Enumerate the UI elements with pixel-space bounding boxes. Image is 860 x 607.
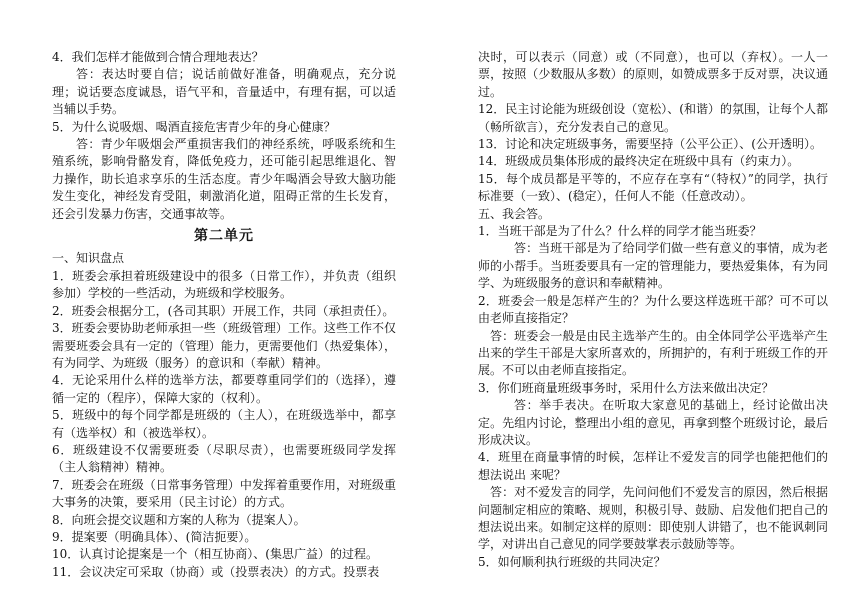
left-column [52,49,396,581]
list-item: 2．班委会根据分工，(各司其职）开展工作，共同（承担责任）。 [52,303,395,318]
list-item: 10．认真讨论提案是一个（相互协商）、(集思广益）的过程。 [52,547,378,562]
list-item: 6．班级建设不仅需要班委（尽职尽责），也需要班级同学发挥（主人翁精神）精神。 [52,442,396,475]
list-item: 15．每个成员都是平等的，不应存在享有“（特权）”的同学，执行标准要（一致）、(稳定），任何人不能（任意改动）。 [478,171,828,204]
list-item: 4．无论采用什么样的选举方法，都要尊重同学们的（选择），遵循一定的（程序），保障大家的（权利）。 [52,373,396,405]
list-item: 5．班级中的每个同学都是班级的（主人），在班级选举中，都享有（选举权）和（被选举权）。 [52,408,396,440]
question-text: 4．我们怎样才能做到合情合理地表达？ [52,50,264,64]
list-item: 3．班委会要协助老师承担一些（班级管理）工作。这些工作不仅需要班委会具有一定的（管理）能力，更需要他们（热爱集体），有为同学、为班级（服务）的意识和（奉献）精神。 [52,321,396,370]
question-text: 2．班委会一般是怎样产生的？为什么要这样选班干部？可不可以由老师直接指定？ [478,293,828,326]
list-item: 1．班委会承担着班级建设中的很多（日常工作），并负责（组织参加）学校的一些活动，为班级和学校服务。 [52,268,396,301]
list-item: 7．班委会在班级（日常事务管理）中发挥着重要作用，对班级重大事务的决策，要采用（民主讨论）的方式。 [52,477,396,510]
question-text: 5．如何顺利执行班级的共同决定？ [478,554,666,569]
answer-text: 答：表达时要自信；说话前做好准备，明确观点，充分说理；说话要态度诚恳，语气平和，音量适中，有理有据，可以适当辅以手势。 [52,67,396,117]
unit-heading: 第二单元 [194,228,254,245]
continued-text: 决时，可以表示（同意）或（不同意），也可以（弃权）。一人一票，按照（少数服从多数）的原则，如赞成票多于反对票，决议通过。 [478,50,828,99]
question-text: 4．班里在商量事情的时候，怎样让不爱发言的同学也能把他们的想法说出 来呢？ [478,450,828,482]
answer-text: 答：班委会一般是由民主选举产生的。由全体同学公平选举产生出来的学生干部是大家所喜欢的，所拥护的，有利于班级工作的开展。不可以由老师直接指定。 [478,328,828,378]
section-title: 五、我会答。 [478,206,551,221]
section-title: 一、知识盘点 [52,251,125,266]
list-item: 11．会议决定可采取（协商）或（投票表决）的方式。投票表 [52,564,380,579]
question-text: 3．你们班商量班级事务时，采用什么方法来做出决定？ [478,380,774,395]
list-item: 14．班级成员集体形成的最终决定在班级中具有（约束力）。 [478,154,800,169]
list-item: 12．民主讨论能为班级创设（宽松）、(和谐）的氛围，让每个人都（畅所欲言），充分发表自己的意见。 [478,102,828,134]
list-item: 9．提案要（明确具体）、(简洁扼要）。 [52,529,257,544]
answer-text: 答：对不爱发言的同学，先问问他们不爱发言的原因，然后根据问题制定相应的策略、规则，积极引导、鼓励、启发他们把自己的想法说出来。如制定这样的原则：即使别人讲错了，也不能讽刺同学，对讲出自己意见的同学要鼓掌表示鼓励等等。 [478,485,828,552]
answer-text: 答：举手表决。在听取大家意见的基础上，经讨论做出决定。先组内讨论，整理出小组的意见，再拿到整个班级讨论，最后形成决议。 [478,398,828,447]
answer-text: 答：当班干部是为了给同学们做一些有意义的事情，成为老师的小帮手。当班委要具有一定的管理能力，要热爱集体，有为同学、为班级服务的意识和奉献精神。 [478,241,828,291]
list-item: 8．向班会提交议题和方案的人称为（提案人）。 [52,512,306,527]
question-text: 5．为什么说吸烟、喝酒直接危害青少年的身心健康？ [52,119,336,134]
question-text: 1．当班干部是为了什么？什么样的同学才能当班委？ [478,224,762,239]
right-column [478,49,828,571]
list-item: 13．讨论和决定班级事务，需要坚持（公平公正）、(公开透明）。 [478,137,822,152]
answer-text: 答：青少年吸烟会严重损害我们的神经系统，呼吸系统和生殖系统，影响骨骼发育，降低免疫力，还可能引起思维退化、智力操作，助长追求享乐的生活态度。青少年喝酒会导致大脑功能发生变化，神经发育受阻，刺激消化道，阻碍正常的生长发育，还会引发暴力伤害，交通事故等。 [52,137,396,221]
